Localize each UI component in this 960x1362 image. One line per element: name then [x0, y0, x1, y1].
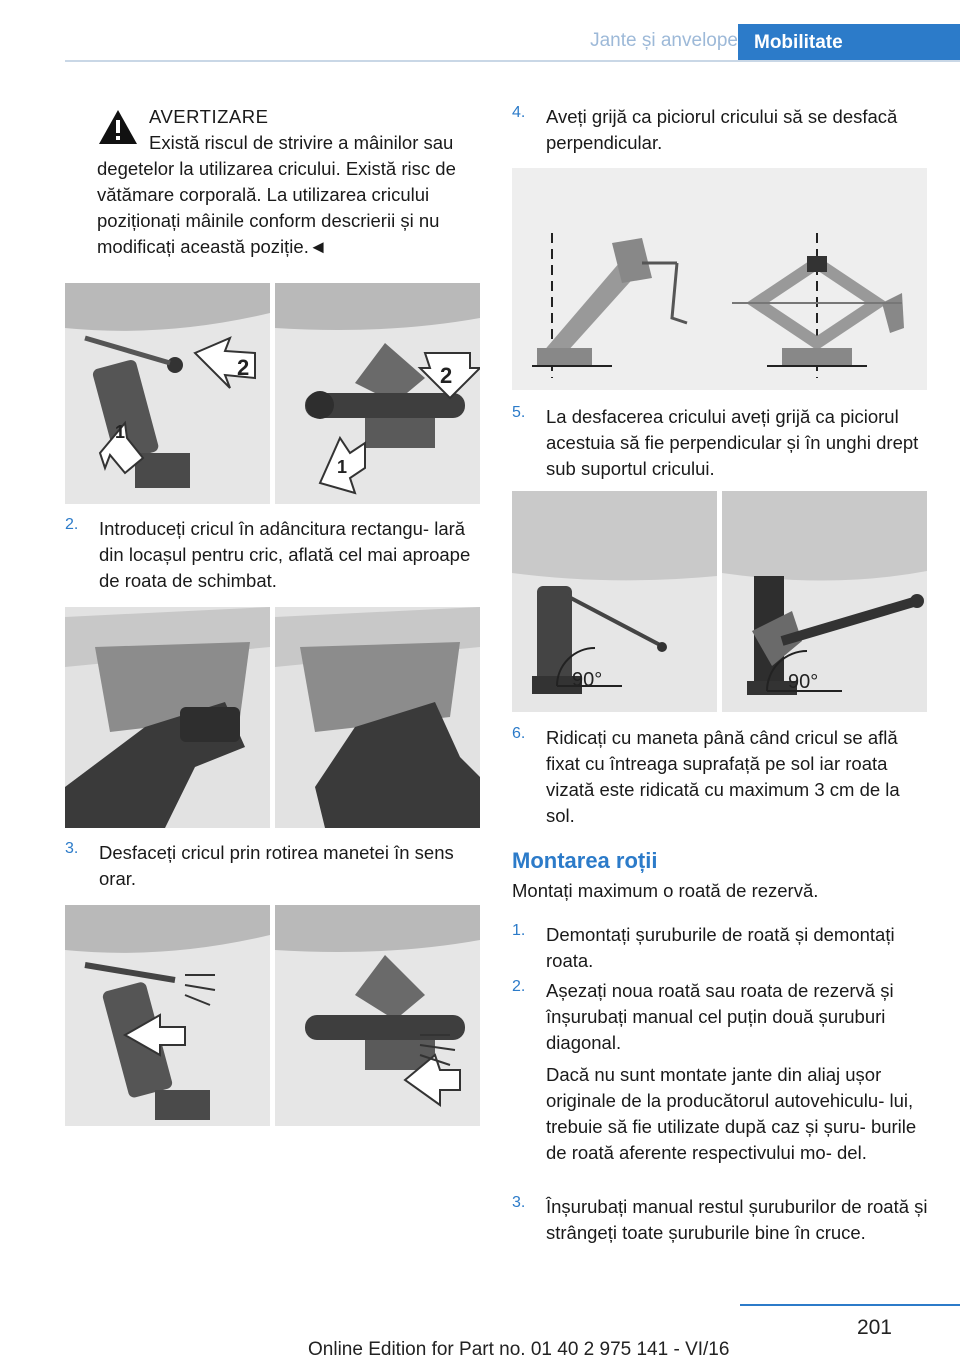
footer-rule: [740, 1304, 960, 1306]
callout-2-right: 2: [440, 363, 453, 388]
step-number: 2.: [65, 516, 79, 533]
figure-jack-recess: [65, 607, 480, 828]
figure-jack-insert: [65, 283, 480, 504]
callout-1-right: 1: [337, 457, 348, 477]
step-number: [512, 1062, 546, 1166]
step-3-unfold-jack: [65, 840, 482, 892]
header-section-title: Jante și anvelope: [590, 30, 738, 51]
step-number: 3.: [65, 840, 79, 857]
callout-2-left: 2: [237, 355, 250, 380]
mount-note: [512, 1062, 929, 1166]
page-header: [0, 0, 960, 62]
mount-step-2: [512, 978, 929, 1056]
step-number: 5.: [512, 404, 526, 421]
step-number: 2.: [512, 978, 526, 995]
warning-line1: Există riscul de strivire a mâinilor sau: [149, 132, 454, 153]
figure-jack-diagram: [512, 168, 927, 390]
mount-step-3: [512, 1194, 929, 1246]
edition-note: Online Edition for Part no. 01 40 2 975 141 - VI/16: [308, 1339, 730, 1360]
step-text: Așezați noua roată sau roata de rezervă și înșurubați manual cel puțin două șuruburi diagonal.: [546, 980, 894, 1053]
section-heading: Montarea roții: [512, 848, 658, 873]
step-text: Aveți grijă ca piciorul cricului să se desfacă perpendicular.: [546, 106, 898, 153]
callout-1-left: 1: [115, 422, 126, 442]
step-text: Desfaceți cricul prin rotirea manetei în sens orar.: [99, 842, 454, 889]
step-4-perpendicular: [512, 104, 929, 156]
angle-label-right: 90°: [788, 671, 819, 693]
step-text: La desfacerea cricului aveți grijă ca piciorul acestuia să fie perpendicular și în unghi drept sub suportul cricului.: [546, 406, 919, 479]
step-5-right-angle: [512, 404, 929, 482]
figure-jack-rotate: [65, 905, 480, 1126]
mount-step-1: [512, 922, 929, 974]
step-number: 3.: [512, 1194, 526, 1211]
step-number: 6.: [512, 725, 526, 742]
step-6-lift: [512, 725, 929, 829]
warning-triangle-icon: [97, 108, 139, 146]
page-number: 201: [856, 1316, 892, 1339]
figure-jack-90-degrees: [512, 491, 927, 712]
warning-text: degetelor la utilizarea cricului. Există risc de vătămare corporală. La utilizarea cricului poziționați mâinile conform descrierii și nu modificați această poziție.◄: [97, 158, 456, 257]
angle-label-left: 90°: [572, 669, 603, 691]
step-text: Dacă nu sunt montate jante din aliaj ușor originale de la producătorul autovehiculu- lui, trebuie să fie utilizate după caz și șuru- burile de roată aferente respectivului mo- del.: [546, 1064, 917, 1163]
step-number: 4.: [512, 104, 526, 121]
header-chapter-tab: Mobilitate: [738, 24, 960, 62]
step-text: Demontați șuruburile de roată și demontați roata.: [546, 924, 895, 971]
warning-title: AVERTIZARE: [149, 106, 269, 127]
step-2-insert-jack: [65, 516, 482, 594]
step-number: 1.: [512, 922, 526, 939]
section-intro: Montați maximum o roată de rezervă.: [512, 880, 819, 901]
step-text: Introduceți cricul în adâncitura rectangu- lară din locașul pentru cric, aflată cel mai aproape de roata de schimbat.: [99, 518, 471, 591]
warning-block: [97, 104, 482, 260]
step-text: Înșurubați manual restul șuruburilor de roată și strângeți toate șuruburile bine în cruce.: [546, 1196, 928, 1243]
header-rule: [65, 60, 960, 62]
step-text: Ridicați cu maneta până când cricul se află fixat cu întreaga suprafață pe sol iar roata vizată este ridicată cu maximum 3 cm de la sol.: [546, 727, 900, 826]
